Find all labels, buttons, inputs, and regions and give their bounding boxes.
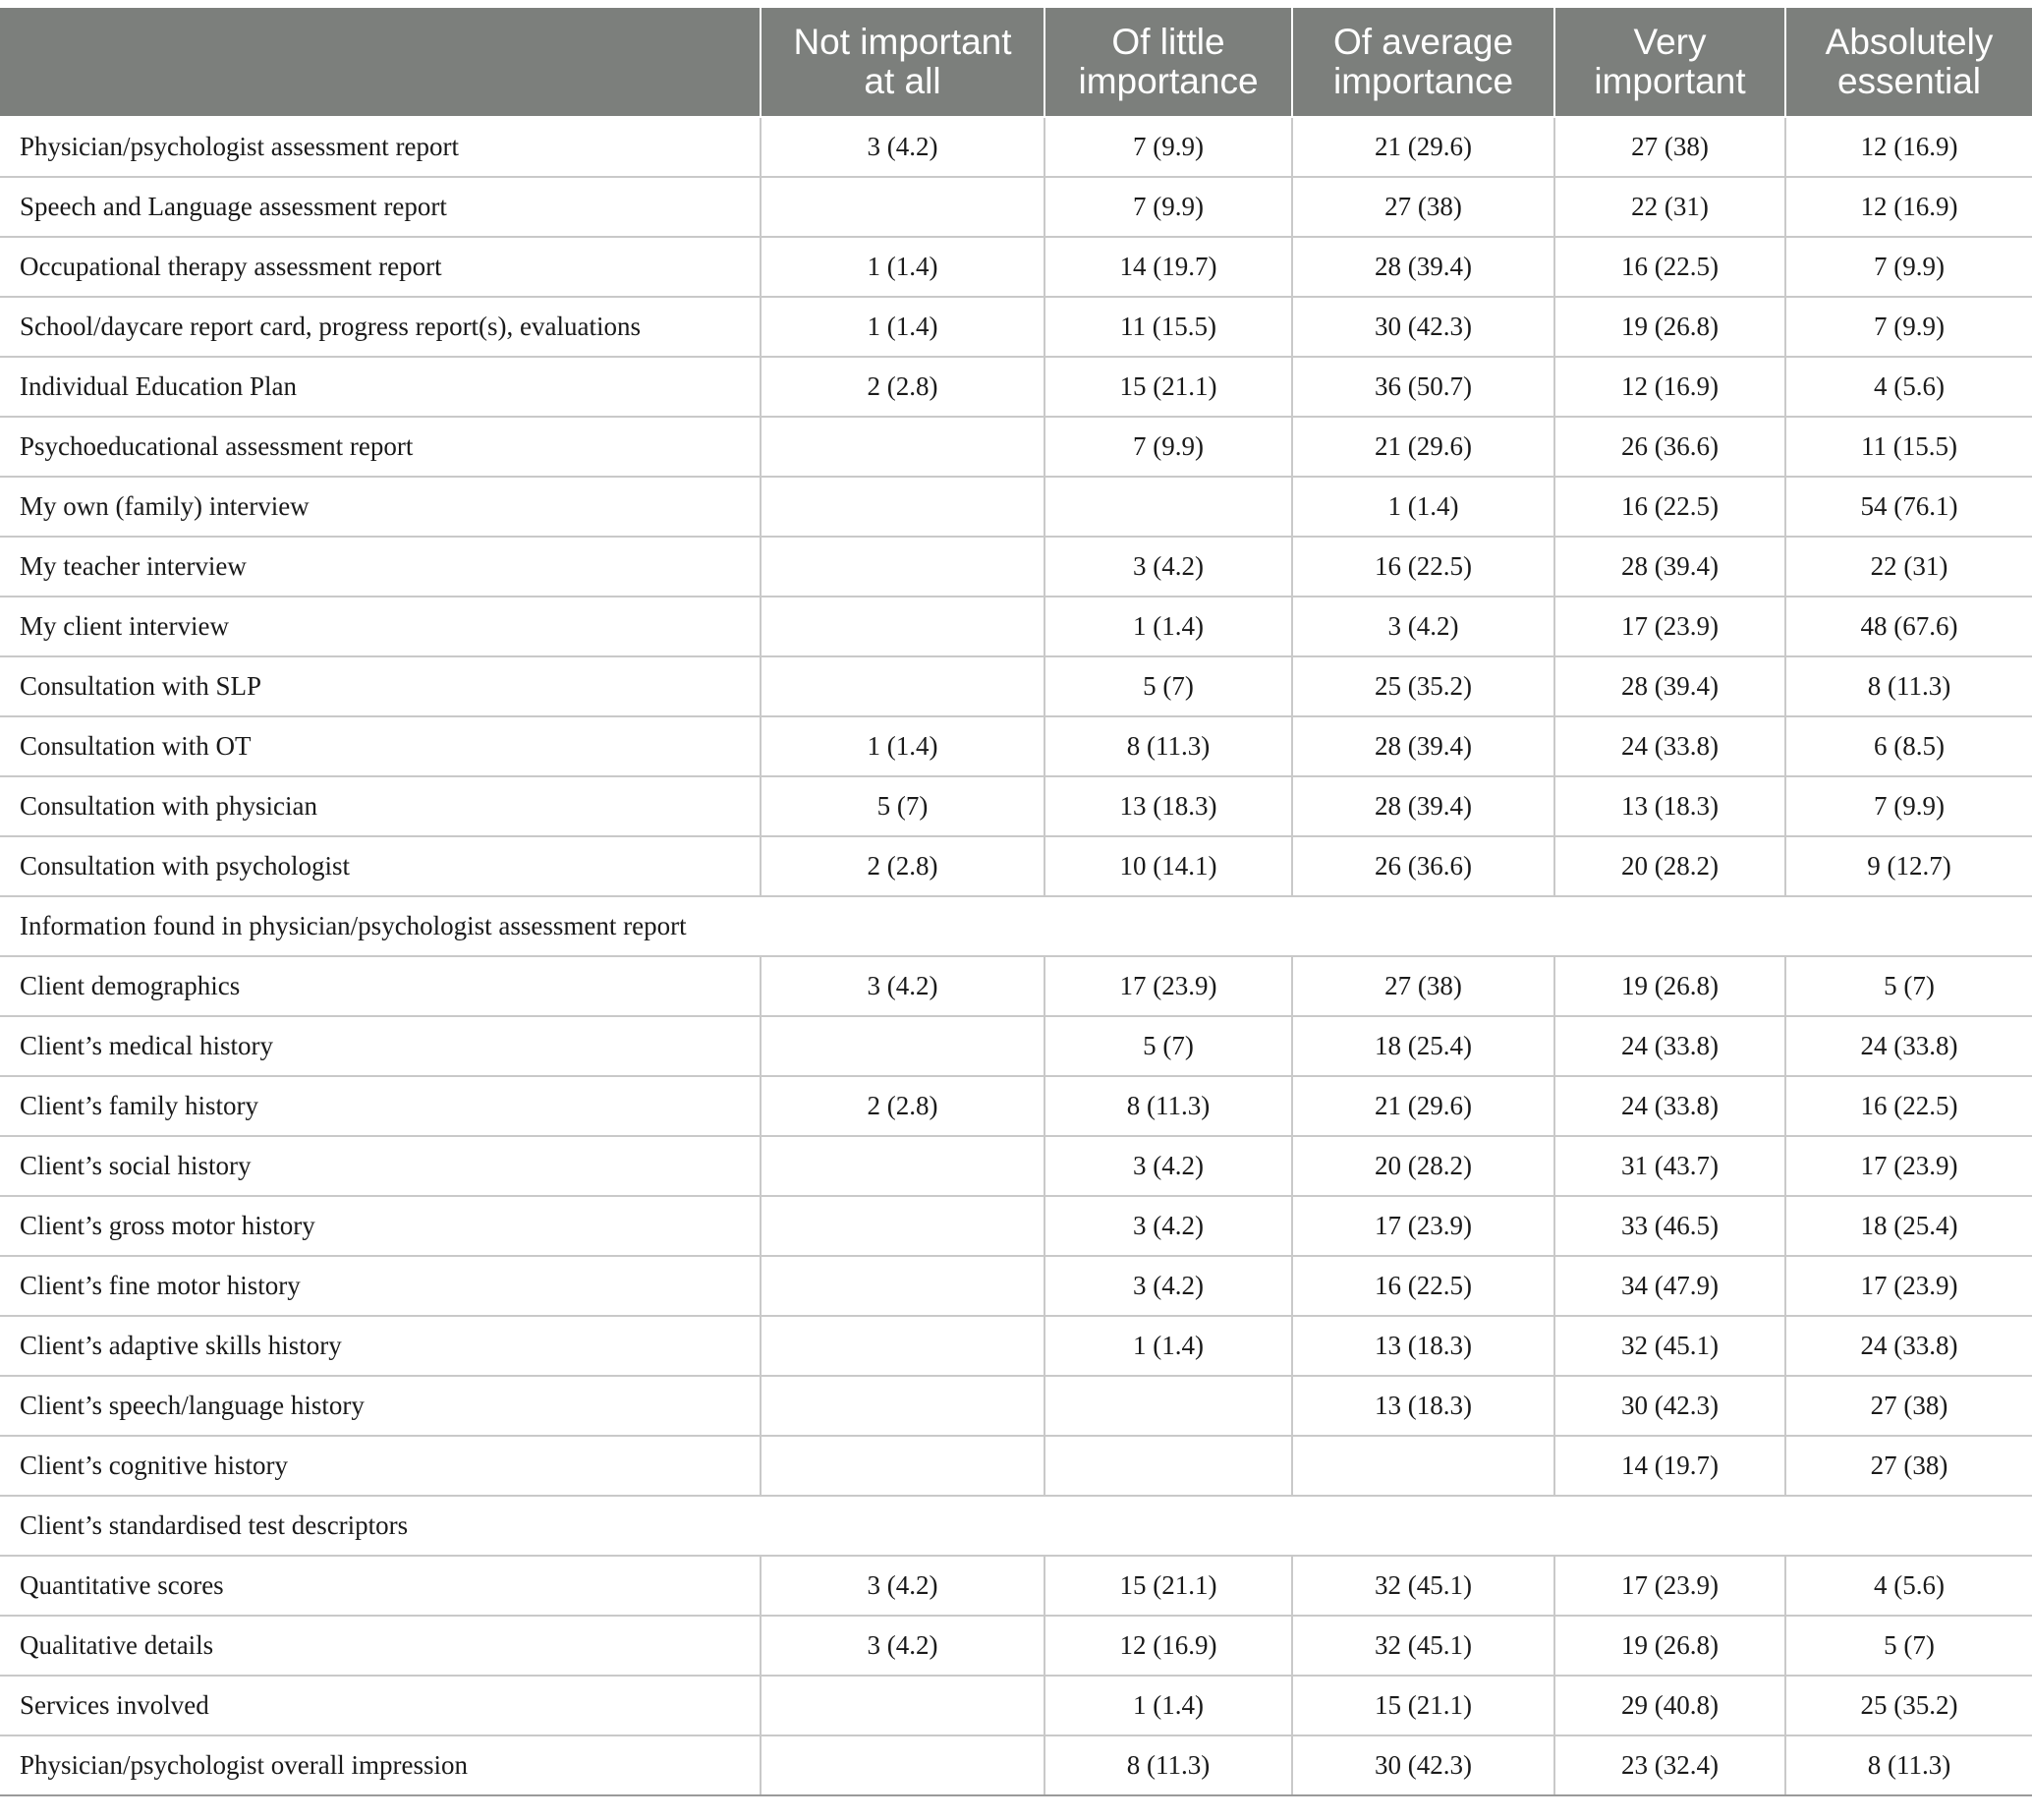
table-row (0, 716, 2032, 776)
value-cell (761, 1196, 1044, 1256)
value-cell: 29 (40.8) (1554, 1676, 1785, 1735)
header-little-importance: Of little importance (1044, 8, 1292, 117)
table-row (0, 417, 2032, 477)
table-row (0, 1136, 2032, 1196)
value-cell (761, 656, 1044, 716)
section-row (0, 896, 2032, 956)
value-cell: 1 (1.4) (1044, 597, 1292, 656)
table-row (0, 1376, 2032, 1436)
value-cell (761, 177, 1044, 237)
value-cell: 26 (36.6) (1554, 417, 1785, 477)
header-very-important: Very important (1554, 8, 1785, 117)
row-label: School/daycare report card, progress report(s), evaluations (0, 297, 761, 357)
value-cell: 27 (38) (1785, 1436, 2032, 1496)
table-row (0, 117, 2032, 177)
value-cell: 28 (39.4) (1292, 716, 1554, 776)
value-cell (1044, 1436, 1292, 1496)
table-row (0, 1196, 2032, 1256)
table-row (0, 237, 2032, 297)
value-cell: 6 (8.5) (1785, 716, 2032, 776)
value-cell: 21 (29.6) (1292, 417, 1554, 477)
importance-table (0, 8, 2032, 1796)
value-cell: 3 (4.2) (1292, 597, 1554, 656)
row-label: Consultation with physician (0, 776, 761, 836)
value-cell: 3 (4.2) (761, 1616, 1044, 1676)
value-cell: 24 (33.8) (1554, 1076, 1785, 1136)
value-cell: 3 (4.2) (1044, 1256, 1292, 1316)
value-cell: 1 (1.4) (1044, 1676, 1292, 1735)
header-not-important: Not important at all (761, 8, 1044, 117)
table-row (0, 1676, 2032, 1735)
value-cell (761, 477, 1044, 537)
value-cell: 25 (35.2) (1785, 1676, 2032, 1735)
value-cell: 7 (9.9) (1044, 177, 1292, 237)
table-row (0, 477, 2032, 537)
value-cell: 27 (38) (1292, 956, 1554, 1016)
value-cell: 9 (12.7) (1785, 836, 2032, 896)
row-label: Physician/psychologist overall impression (0, 1735, 761, 1795)
table-row (0, 177, 2032, 237)
value-cell: 8 (11.3) (1044, 716, 1292, 776)
value-cell: 27 (38) (1785, 1376, 2032, 1436)
value-cell: 33 (46.5) (1554, 1196, 1785, 1256)
value-cell (761, 1376, 1044, 1436)
value-cell: 1 (1.4) (1292, 477, 1554, 537)
value-cell: 4 (5.6) (1785, 357, 2032, 417)
value-cell: 5 (7) (1785, 1616, 2032, 1676)
value-cell: 36 (50.7) (1292, 357, 1554, 417)
value-cell: 5 (7) (1044, 656, 1292, 716)
row-label: Individual Education Plan (0, 357, 761, 417)
value-cell (761, 1016, 1044, 1076)
header-average-importance: Of average importance (1292, 8, 1554, 117)
row-label: My teacher interview (0, 537, 761, 597)
value-cell: 28 (39.4) (1554, 656, 1785, 716)
table-row (0, 1616, 2032, 1676)
table-row (0, 656, 2032, 716)
value-cell: 3 (4.2) (761, 117, 1044, 177)
row-label: Client’s medical history (0, 1016, 761, 1076)
row-label: Quantitative scores (0, 1556, 761, 1616)
value-cell: 54 (76.1) (1785, 477, 2032, 537)
table-body (0, 117, 2032, 1795)
value-cell: 32 (45.1) (1292, 1556, 1554, 1616)
value-cell: 15 (21.1) (1044, 1556, 1292, 1616)
value-cell: 5 (7) (1044, 1016, 1292, 1076)
value-cell: 20 (28.2) (1554, 836, 1785, 896)
value-cell: 1 (1.4) (761, 297, 1044, 357)
value-cell: 11 (15.5) (1785, 417, 2032, 477)
value-cell: 2 (2.8) (761, 1076, 1044, 1136)
row-label: Consultation with psychologist (0, 836, 761, 896)
table-row (0, 597, 2032, 656)
value-cell: 1 (1.4) (1044, 1316, 1292, 1376)
row-label: Client’s fine motor history (0, 1256, 761, 1316)
value-cell: 28 (39.4) (1554, 537, 1785, 597)
value-cell: 26 (36.6) (1292, 836, 1554, 896)
table-row (0, 1556, 2032, 1616)
table-header (0, 8, 2032, 117)
value-cell: 14 (19.7) (1554, 1436, 1785, 1496)
value-cell (761, 1735, 1044, 1795)
section-heading: Information found in physician/psychologist assessment report (0, 896, 2032, 956)
row-label: Client’s speech/language history (0, 1376, 761, 1436)
value-cell: 7 (9.9) (1044, 417, 1292, 477)
value-cell: 30 (42.3) (1292, 1735, 1554, 1795)
header-row (0, 8, 2032, 117)
value-cell: 22 (31) (1785, 537, 2032, 597)
value-cell: 27 (38) (1554, 117, 1785, 177)
value-cell: 13 (18.3) (1292, 1316, 1554, 1376)
value-cell (761, 1316, 1044, 1376)
value-cell: 13 (18.3) (1044, 776, 1292, 836)
table-row (0, 1256, 2032, 1316)
value-cell (761, 1676, 1044, 1735)
value-cell: 2 (2.8) (761, 836, 1044, 896)
value-cell: 7 (9.9) (1785, 297, 2032, 357)
row-label: Speech and Language assessment report (0, 177, 761, 237)
section-row (0, 1496, 2032, 1556)
value-cell: 3 (4.2) (1044, 1196, 1292, 1256)
value-cell: 32 (45.1) (1292, 1616, 1554, 1676)
table-row (0, 1076, 2032, 1136)
row-label: Consultation with SLP (0, 656, 761, 716)
value-cell: 16 (22.5) (1554, 477, 1785, 537)
value-cell: 3 (4.2) (761, 1556, 1044, 1616)
value-cell: 22 (31) (1554, 177, 1785, 237)
value-cell: 3 (4.2) (761, 956, 1044, 1016)
row-label: My own (family) interview (0, 477, 761, 537)
header-absolutely-essential: Absolutely essential (1785, 8, 2032, 117)
value-cell: 4 (5.6) (1785, 1556, 2032, 1616)
row-label: Physician/psychologist assessment report (0, 117, 761, 177)
value-cell: 24 (33.8) (1554, 716, 1785, 776)
value-cell: 12 (16.9) (1785, 177, 2032, 237)
value-cell: 15 (21.1) (1044, 357, 1292, 417)
value-cell: 17 (23.9) (1292, 1196, 1554, 1256)
value-cell: 16 (22.5) (1292, 1256, 1554, 1316)
value-cell: 17 (23.9) (1785, 1136, 2032, 1196)
value-cell (1292, 1436, 1554, 1496)
value-cell: 18 (25.4) (1292, 1016, 1554, 1076)
table-row (0, 297, 2032, 357)
value-cell (761, 597, 1044, 656)
value-cell: 3 (4.2) (1044, 537, 1292, 597)
value-cell (761, 1256, 1044, 1316)
value-cell: 17 (23.9) (1044, 956, 1292, 1016)
section-heading: Client’s standardised test descriptors (0, 1496, 2032, 1556)
row-label: Consultation with OT (0, 716, 761, 776)
value-cell: 15 (21.1) (1292, 1676, 1554, 1735)
table-row (0, 1016, 2032, 1076)
value-cell: 1 (1.4) (761, 716, 1044, 776)
value-cell: 25 (35.2) (1292, 656, 1554, 716)
value-cell: 28 (39.4) (1292, 237, 1554, 297)
value-cell: 48 (67.6) (1785, 597, 2032, 656)
value-cell (761, 537, 1044, 597)
value-cell: 21 (29.6) (1292, 1076, 1554, 1136)
table-row (0, 357, 2032, 417)
value-cell: 24 (33.8) (1554, 1016, 1785, 1076)
table-row (0, 1436, 2032, 1496)
value-cell: 18 (25.4) (1785, 1196, 2032, 1256)
value-cell: 8 (11.3) (1785, 656, 2032, 716)
table-row (0, 1735, 2032, 1795)
value-cell: 12 (16.9) (1554, 357, 1785, 417)
value-cell: 30 (42.3) (1554, 1376, 1785, 1436)
table-row (0, 956, 2032, 1016)
row-label: Client’s social history (0, 1136, 761, 1196)
value-cell: 7 (9.9) (1044, 117, 1292, 177)
row-label: My client interview (0, 597, 761, 656)
value-cell: 12 (16.9) (1044, 1616, 1292, 1676)
table-row (0, 836, 2032, 896)
value-cell: 19 (26.8) (1554, 956, 1785, 1016)
value-cell: 17 (23.9) (1785, 1256, 2032, 1316)
value-cell: 27 (38) (1292, 177, 1554, 237)
value-cell: 10 (14.1) (1044, 836, 1292, 896)
value-cell: 24 (33.8) (1785, 1316, 2032, 1376)
value-cell: 8 (11.3) (1785, 1735, 2032, 1795)
value-cell: 20 (28.2) (1292, 1136, 1554, 1196)
value-cell: 16 (22.5) (1292, 537, 1554, 597)
row-label: Services involved (0, 1676, 761, 1735)
header-cell-blank (0, 8, 761, 117)
value-cell: 7 (9.9) (1785, 776, 2032, 836)
value-cell: 19 (26.8) (1554, 1616, 1785, 1676)
value-cell: 12 (16.9) (1785, 117, 2032, 177)
row-label: Client’s gross motor history (0, 1196, 761, 1256)
value-cell (1044, 1376, 1292, 1436)
value-cell: 5 (7) (761, 776, 1044, 836)
value-cell: 32 (45.1) (1554, 1316, 1785, 1376)
value-cell (1044, 477, 1292, 537)
value-cell: 13 (18.3) (1292, 1376, 1554, 1436)
table-row (0, 776, 2032, 836)
value-cell: 5 (7) (1785, 956, 2032, 1016)
value-cell (761, 417, 1044, 477)
value-cell (761, 1436, 1044, 1496)
value-cell: 7 (9.9) (1785, 237, 2032, 297)
value-cell: 28 (39.4) (1292, 776, 1554, 836)
value-cell: 34 (47.9) (1554, 1256, 1785, 1316)
row-label: Psychoeducational assessment report (0, 417, 761, 477)
row-label: Client’s adaptive skills history (0, 1316, 761, 1376)
row-label: Client demographics (0, 956, 761, 1016)
value-cell: 3 (4.2) (1044, 1136, 1292, 1196)
value-cell: 2 (2.8) (761, 357, 1044, 417)
value-cell: 11 (15.5) (1044, 297, 1292, 357)
value-cell: 17 (23.9) (1554, 597, 1785, 656)
value-cell: 8 (11.3) (1044, 1076, 1292, 1136)
value-cell: 8 (11.3) (1044, 1735, 1292, 1795)
value-cell: 1 (1.4) (761, 237, 1044, 297)
value-cell (761, 1136, 1044, 1196)
value-cell: 23 (32.4) (1554, 1735, 1785, 1795)
value-cell: 14 (19.7) (1044, 237, 1292, 297)
value-cell: 24 (33.8) (1785, 1016, 2032, 1076)
table-row (0, 537, 2032, 597)
value-cell: 21 (29.6) (1292, 117, 1554, 177)
table-row (0, 1316, 2032, 1376)
value-cell: 30 (42.3) (1292, 297, 1554, 357)
value-cell: 17 (23.9) (1554, 1556, 1785, 1616)
value-cell: 19 (26.8) (1554, 297, 1785, 357)
row-label: Qualitative details (0, 1616, 761, 1676)
row-label: Client’s cognitive history (0, 1436, 761, 1496)
value-cell: 31 (43.7) (1554, 1136, 1785, 1196)
value-cell: 16 (22.5) (1554, 237, 1785, 297)
value-cell: 16 (22.5) (1785, 1076, 2032, 1136)
row-label: Client’s family history (0, 1076, 761, 1136)
row-label: Occupational therapy assessment report (0, 237, 761, 297)
value-cell: 13 (18.3) (1554, 776, 1785, 836)
